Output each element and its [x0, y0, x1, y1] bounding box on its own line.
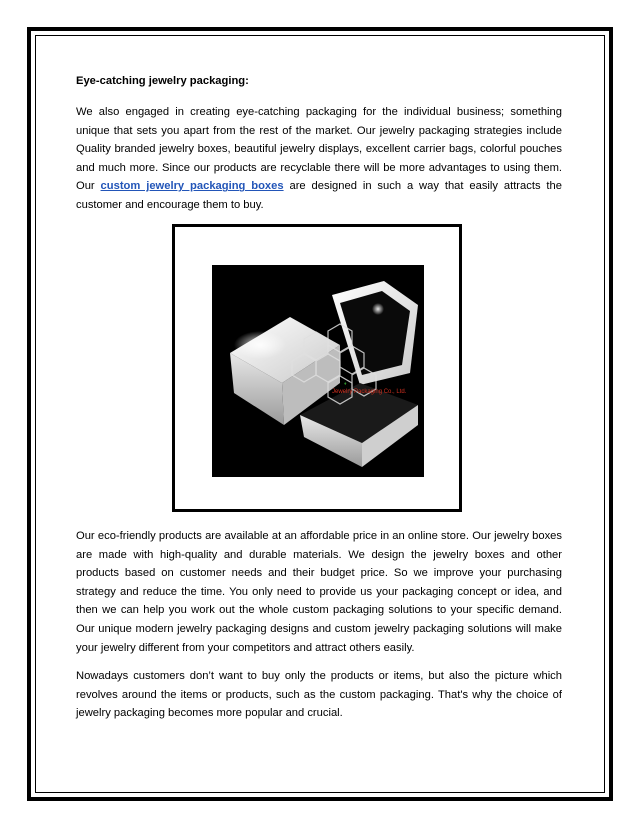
jewelry-box-photo [212, 265, 424, 477]
paragraph-intro [76, 103, 562, 215]
paragraph-intro-text-after: are designed in such a way that easily attracts the customer and encourage them to buy. [76, 180, 562, 211]
top-section [76, 72, 562, 215]
section-heading: Eye-catching jewelry packaging: [76, 75, 249, 87]
bottom-section [76, 667, 562, 723]
custom-jewelry-packaging-link[interactable]: custom jewelry packaging boxes [100, 180, 284, 193]
svg-text:♦: ♦ [344, 381, 347, 387]
svg-text:Jewelry Packaging Co., Ltd.: Jewelry Packaging Co., Ltd. [332, 389, 407, 395]
jewelry-box-illustration [212, 265, 424, 477]
paragraph-intro-text-before: We also engaged in creating eye-catching packaging for the individual business; something unique that sets you apart from the rest of the market. Our jewelry packaging strategies include Quality branded jewelry boxes, beautiful jewelry displays, excellent carrier bags, colorful pouches and much more. Since our products are recyclable there will be more advantages to using them. Our [76, 106, 562, 193]
paragraph-eco-friendly: Our eco-friendly products are available at an affordable price in an online store. Our jewelry boxes are made with high-quality and durable materials. We design the jewelry boxes and other products based on customer needs and their budget price. So we improve your purchasing strategy and reduce the time. You only need to provide us your packaging concept or idea, and then we can help you work out the whole custom packaging solutions to your specific demand. Our unique modern jewelry packaging designs and custom jewelry packaging solutions will make your jewelry different from your competitors and attract others easily. [76, 530, 562, 654]
middle-section [76, 527, 562, 657]
paragraph-customers: Nowadays customers don’t want to buy only the products or items, but also the picture which revolves around the items or products, such as the custom packaging. That's why the choice of jewelry packaging becomes more popular and crucial. [76, 670, 562, 720]
